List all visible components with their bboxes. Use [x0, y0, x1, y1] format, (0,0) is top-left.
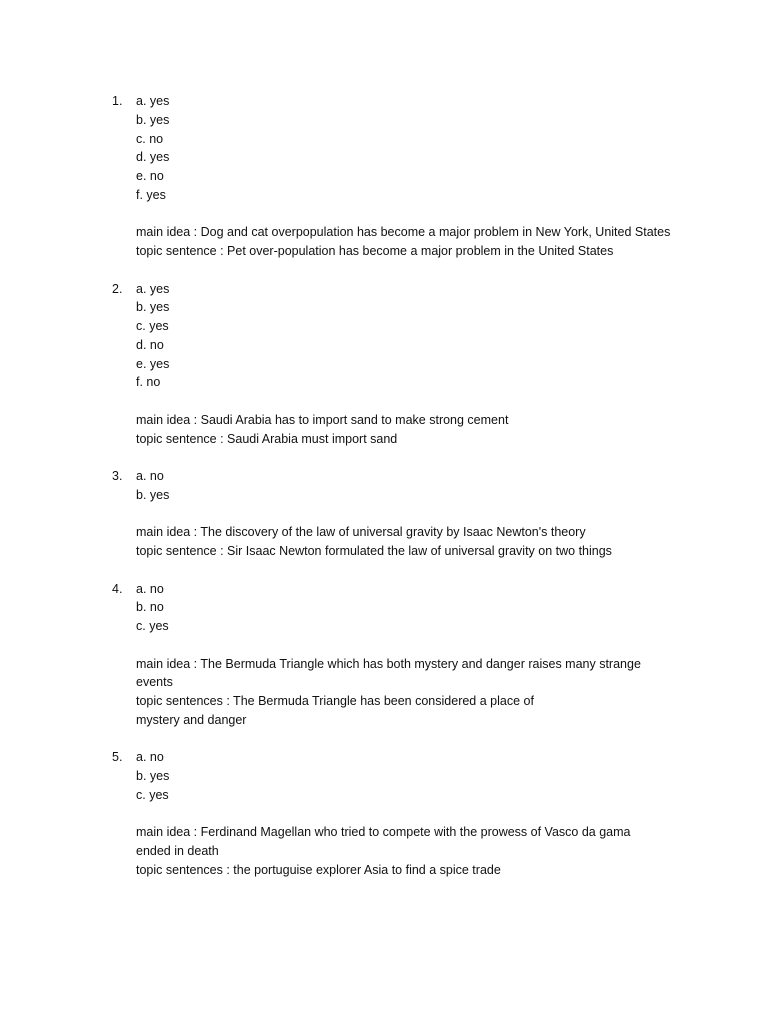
answer-line: b. yes: [136, 487, 170, 502]
answer-line: b. yes: [136, 300, 170, 315]
answer-document: [0, 92, 768, 898]
item-number: 2.: [112, 281, 123, 296]
answer-item-1: [0, 92, 768, 261]
item-body: [136, 92, 696, 261]
main-idea-line: main idea : The Bermuda Triangle which has both mystery and danger raises many strange: [136, 656, 641, 671]
answer-line: a. yes: [136, 281, 170, 296]
main-idea-line: main idea : Dog and cat overpopulation has become a major problem in New York, United States: [136, 225, 671, 240]
item-body: [136, 748, 696, 879]
topic-sentence-line: topic sentences : The Bermuda Triangle has been considered a place of: [136, 694, 534, 708]
item-body: [136, 280, 696, 449]
answer-line: a. no: [136, 581, 164, 596]
answer-line: c. no: [136, 131, 164, 146]
topic-sentence-line: topic sentence : Sir Isaac Newton formulated the law of universal gravity on two things: [136, 544, 612, 558]
item-number: 3.: [112, 469, 123, 483]
answer-line: a. no: [136, 469, 164, 483]
answer-item-3: [0, 467, 768, 561]
answer-line: b. yes: [136, 769, 170, 783]
answer-item-2: [0, 280, 768, 449]
answer-item-4: [0, 580, 768, 730]
answer-line: f. yes: [136, 187, 166, 202]
answer-line: e. no: [136, 169, 164, 183]
topic-sentence-line: topic sentence : Pet over-population has become a major problem in the United States: [136, 244, 614, 258]
main-idea-continuation: events: [136, 675, 173, 690]
answer-line: f. no: [136, 375, 161, 390]
answer-line: a. no: [136, 750, 164, 765]
answer-line: e. yes: [136, 356, 170, 371]
answer-line: a. yes: [136, 94, 170, 108]
answer-line: c. yes: [136, 619, 169, 633]
answer-line: b. yes: [136, 112, 170, 127]
item-number: 1.: [112, 94, 123, 108]
topic-sentence-line: topic sentence : Saudi Arabia must import sand: [136, 431, 398, 446]
main-idea-line: main idea : Ferdinand Magellan who tried to compete with the prowess of Vasco da gama: [136, 825, 631, 840]
topic-sentence-continuation: mystery and danger: [136, 712, 247, 727]
item-number: 4.: [112, 581, 123, 596]
answer-line: c. yes: [136, 787, 169, 802]
main-idea-line: main idea : The discovery of the law of universal gravity by Isaac Newton's theory: [136, 525, 586, 540]
answer-line: d. yes: [136, 150, 170, 165]
answer-line: c. yes: [136, 319, 169, 333]
item-body: [136, 467, 696, 561]
answer-line: d. no: [136, 337, 164, 352]
answer-item-5: [0, 748, 768, 879]
topic-sentence-line: topic sentences : the portuguise explorer Asia to find a spice trade: [136, 862, 501, 877]
main-idea-continuation: ended in death: [136, 844, 219, 858]
item-number: 5.: [112, 750, 123, 765]
answer-line: b. no: [136, 600, 164, 615]
main-idea-line: main idea : Saudi Arabia has to import sand to make strong cement: [136, 412, 509, 427]
item-body: [136, 580, 696, 730]
